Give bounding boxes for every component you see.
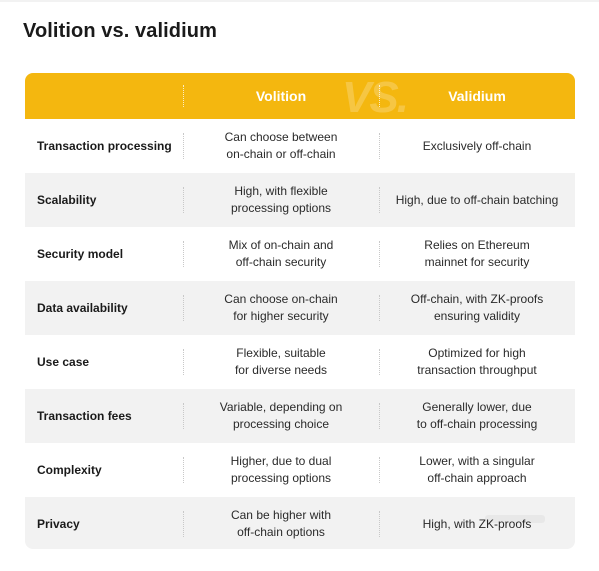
page-title: Volition vs. validium [23, 20, 217, 42]
volition-cell: Flexible, suitable for diverse needs [234, 346, 328, 377]
header-validium: Validium [448, 88, 506, 104]
vs-mark: VS. [342, 73, 407, 122]
row-label: Scalability [37, 193, 97, 207]
row-label: Privacy [37, 517, 80, 531]
row-label: Transaction fees [37, 409, 132, 423]
table-row [25, 335, 575, 389]
validium-cell: Lower, with a singular off-chain approach [419, 454, 535, 485]
row-label: Transaction processing [37, 139, 172, 153]
volition-cell: Mix of on-chain and off-chain security [228, 238, 334, 269]
table-row [25, 281, 575, 335]
table-row [25, 389, 575, 443]
table-row [25, 173, 575, 227]
volition-cell: High, with flexible processing options [230, 184, 332, 215]
top-divider [0, 0, 599, 2]
volition-cell: Can be higher with off-chain options [230, 508, 332, 539]
table-row [25, 119, 575, 173]
volition-cell: Variable, depending on processing choice [219, 400, 343, 431]
validium-cell: Exclusively off-chain [422, 138, 532, 153]
validium-cell: Relies on Ethereum mainnet for security [424, 238, 530, 269]
validium-cell: High, with ZK-proofs [422, 516, 532, 531]
row-label: Data availability [37, 301, 128, 315]
volition-cell: Can choose between on-chain or off-chain [224, 130, 338, 161]
row-label: Use case [37, 355, 90, 369]
table-row [25, 227, 575, 281]
validium-cell: Generally lower, due to off-chain processing [416, 400, 538, 431]
watermark [485, 515, 545, 523]
header-volition: Volition [255, 88, 307, 104]
row-label: Security model [37, 247, 124, 261]
volition-cell: Higher, due to dual processing options [230, 454, 332, 485]
table-row [25, 443, 575, 497]
row-label: Complexity [37, 463, 102, 477]
volition-cell: Can choose on-chain for higher security [224, 292, 338, 323]
validium-cell: Optimized for high transaction throughput [417, 346, 537, 377]
table-header [25, 73, 575, 122]
validium-cell: High, due to off-chain batching [395, 192, 559, 207]
validium-cell: Off-chain, with ZK-proofs ensuring validity [410, 292, 544, 323]
table-row [25, 497, 575, 549]
comparison-table [25, 73, 575, 549]
